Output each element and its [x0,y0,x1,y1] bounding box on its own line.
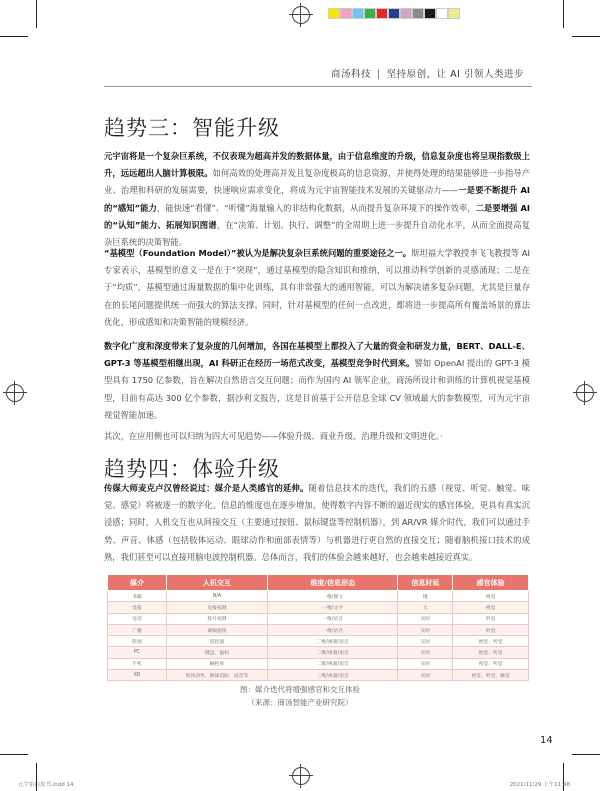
page-number: 14 [540,735,553,746]
body-text: 斯坦福大学教授李飞飞教授等 AI 专家表示，基模型的意义一是在于“突现”，通过基模型的隐含知识和推纳，可以推动科学创新的灵感涌现；二是在于“均质”，基模型通过海量数据的集中化训练，具有非常强大的通用智能，可以为解决诸多复杂问题，尤其是巨量存在的长尾问题提供统一而强大的算法支撑。同时，针对基模型的任何一点改进，都将进一步提高所有覆盖场景的算法优化，形成感知和决策智能的规模经济。 [104,248,530,327]
table-cell: 视觉、听觉 [453,647,529,658]
table-cell: 广播 [108,624,167,635]
table-cell: 一维/图文 [267,591,398,602]
table-cell: 大 [398,602,453,613]
registration-mark [292,6,310,24]
table-header-cell: 人机交互 [166,575,267,591]
body-text: 譬如 OpenAI 提出的 GPT-3 模型具有 1750 亿参数，旨在解决自然语言交互问题；而作为国内 AI 领军企业，商汤所设计和训练的计算机视觉基模型，目前有高达 300 亿个参数，据沙利文报告，这是目前基于公开信息全球 CV 领域最大的参数模型，可为元宇宙视觉智能加速。 [104,358,530,420]
table-row [108,591,529,602]
table-cell: 视觉、听觉、触觉 [453,670,529,681]
paragraph [104,480,530,566]
crop-mark [572,754,600,755]
print-slug-right: 2021/11/29 上午11:48 [509,782,570,788]
table-header-cell: 媒介 [108,575,167,591]
table-header-cell: 信息时延 [398,575,453,591]
table-cell: 视觉 [453,602,529,613]
table-cell: 一维/语音 [267,613,398,624]
table-row [108,658,529,669]
figure-source: （来源：商汤智能产业研究院） [247,698,353,707]
registration-mark [576,384,594,402]
table-cell: 影视 [108,636,167,647]
table-row [108,602,529,613]
registration-mark [292,767,310,785]
table-cell: 二维/视频/语音 [267,636,398,647]
emphasis-text: 数字化广度和深度带来了复杂度的几何增加，各国在基模型上都投入了大量的资金和研发力量，BERT、DALL-E、GPT-3 等基模型相继出现，AI 科研正在经历一场范式改变，基模型竞争时代到来。 [104,341,530,369]
color-swatch [388,8,400,19]
color-swatch [400,8,412,19]
table-cell: 实时 [398,613,453,624]
table-header-row [108,575,529,591]
figure-caption: 图：媒介迭代将增强感官和交互体验 [240,685,360,694]
media-evolution-table [107,574,529,681]
table-cell: 肢体动作、眼球追踪、语音等 [166,670,267,681]
color-swatch [436,8,448,19]
table-header-cell: 感官体验 [453,575,529,591]
header-brand: 商汤科技 [330,69,371,80]
table-cell: 二维/视频/语音 [267,658,398,669]
table-row [108,613,529,624]
color-swatch [364,8,376,19]
table-row [108,647,529,658]
table-cell: 实时 [398,647,453,658]
table-cell: 电话 [108,613,167,624]
table-cell: N/A [166,591,267,602]
crop-mark [563,0,564,28]
crop-mark [36,0,37,28]
table-cell: 视觉、听觉 [453,636,529,647]
table-cell: 一维/语音 [267,624,398,635]
table-cell: 电报按键 [166,602,267,613]
table-cell: 一维/文字 [267,602,398,613]
table-cell: 视觉、听觉 [453,658,529,669]
color-swatch [448,8,460,19]
table-cell: 实时 [398,670,453,681]
table-cell: 触控屏 [166,658,267,669]
page-header: 商汤科技 | 坚持原创，让 AI 引领人类进步 [330,69,524,80]
body-text: 如何高效的处理高并发且复杂度极高的信息资源，并使得处理的结果能够进一步指导产业、治理和科研的发展需要，快速响应需求变化，将成为元宇宙智能技术发展的关键驱动力—— [104,168,530,196]
table-cell: 听觉 [453,624,529,635]
paragraph [104,148,530,251]
color-calibration-bar [328,8,460,19]
color-swatch [376,8,388,19]
table-cell: 电报 [108,602,167,613]
emphasis-text: 一是要不断提升 AI 的“感知”能力 [104,185,530,213]
table-cell: XR [108,670,167,681]
body-text: ，在“决策、计划、执行、调整”的全周期上进一步提升自动化水平，从而全面提高复杂巨系统的决策智能。 [104,219,530,248]
paragraph: 其次，在应用侧也可以归纳为四大可见趋势——体验升级、商业升级、治理升级和文明进化。· [104,431,443,441]
table-cell: PC [108,647,167,658]
table-cell: 慢 [398,591,453,602]
table-cell: 实时 [398,636,453,647]
table-cell: 三维/视频/语音 [267,670,398,681]
table-cell: 视觉 [453,591,529,602]
body-text: 随着信息技术的迭代，我们的五感（视觉、听觉、触觉、味觉、感觉）将被逐一的数字化。信息的维度也在逐步增加，使得数字内容不断的逼近现实的感官体验，更具有真实沉浸感；同时，人机交互也从间接交互（主要通过按钮、鼠标键盘等控制机器），到 AR/VR 媒介时代，我们可以通过手势、声音、体感（包括肢体运动、眼球动作和面部表情等）与机器进行更自然的直接交互；随着脑机接口技术的成熟，我们甚至可以直接用脑电波控制机器。总体而言，我们的体验会越来越好，也会越来越接近真实。 [104,483,530,562]
emphasis-text: “基模型（Foundation Model）”被认为是解决复杂巨系统问题的重要途径之一。 [104,248,412,258]
table-cell: 调频旋钮 [166,624,267,635]
body-text: ，能快速“看懂”、“听懂”海量输入的非结构化数据，从而提升复杂环境下的操作效率， [156,202,476,213]
emphasis-text: 传媒大师麦克卢汉曾经说过：媒介是人类感官的延伸。 [104,483,309,493]
table-cell: 书籍 [108,591,167,602]
table-cell: 实时 [398,624,453,635]
table-cell: 拨号按键 [166,613,267,624]
color-swatch [412,8,424,19]
color-swatch [340,8,352,19]
print-slug-left: 元宇宙白皮书.indd 14 [18,782,74,788]
section-title-trend4: 趋势四：体验升级 [104,457,280,481]
table-cell: 听觉 [453,613,529,624]
emphasis-text: 二是要增强 AI 的“认知”能力、拓展知识图谱 [104,202,530,230]
table-row [108,624,529,635]
table-cell: 遥控器 [166,636,267,647]
color-swatch [328,8,340,19]
header-slogan: 坚持原创，让 AI 引领人类进步 [386,69,524,80]
color-swatch [424,8,436,19]
table-cell: 键盘、鼠标 [166,647,267,658]
table-row [108,636,529,647]
header-divider [104,86,532,87]
crop-mark [0,754,28,755]
registration-mark [6,384,24,402]
paragraph [104,338,530,424]
crop-mark [0,36,28,37]
crop-mark [572,36,600,37]
table-cell: 二维/视频/语音 [267,647,398,658]
paragraph [104,245,530,331]
color-swatch [352,8,364,19]
table-cell: 实时 [398,658,453,669]
section-title-trend3: 趋势三：智能升级 [104,116,280,140]
emphasis-text: 元宇宙将是一个复杂巨系统，不仅表现为超高并发的数据体量，由于信息维度的升级，信息复杂度也将呈现指数级上升，远远超出人脑计算极限。 [104,151,530,179]
table-header-cell: 维度/信息形态 [267,575,398,591]
table-row [108,670,529,681]
table-cell: 手机 [108,658,167,669]
